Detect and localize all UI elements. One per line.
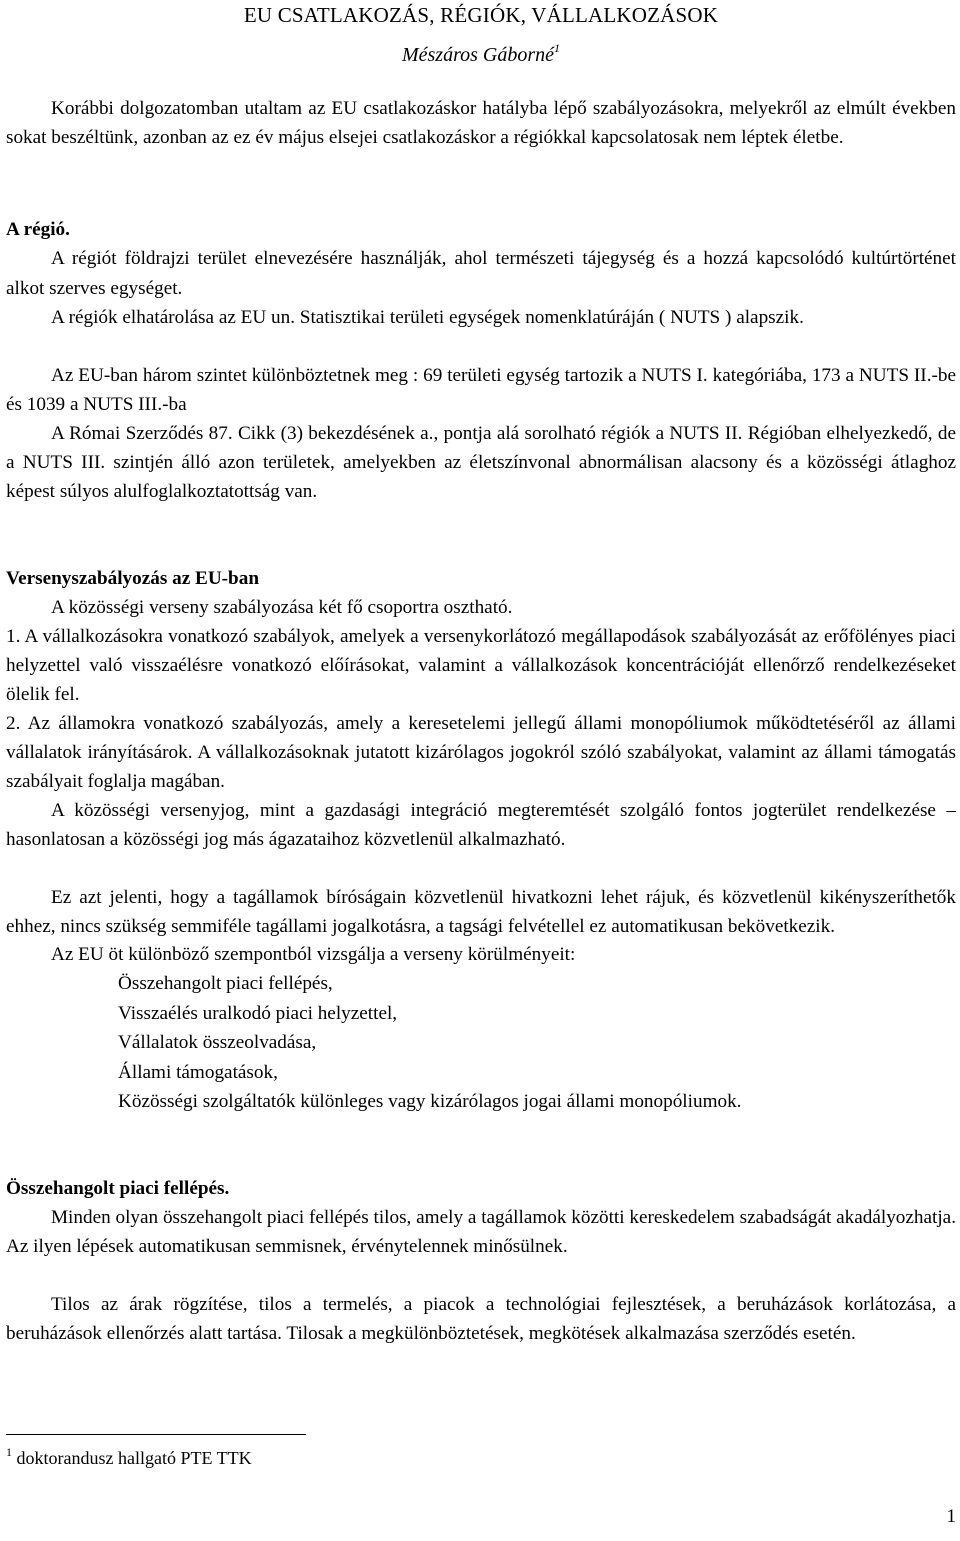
footnote-mark: 1 <box>6 1445 12 1459</box>
region-paragraph-1: A régiót földrajzi terület elnevezésére használják, ahol természeti tájegység és a hozzá kapcsolódó kultúrtörténet alkot szerves egységet. <box>6 248 956 299</box>
list-item: Visszaélés uralkodó piaci helyzettel, <box>118 1002 398 1024</box>
footnote-separator <box>6 1434 306 1435</box>
author-line <box>6 42 956 68</box>
competition-aspects-list <box>118 969 741 1117</box>
region-paragraph-2: A régiók elhatárolása az EU un. Statisztikai területi egységek nomenklatúráján ( NUTS ) alapszik. <box>51 307 804 328</box>
competition-paragraph-1: A közösségi verseny szabályozása két fő csoportra osztható. <box>51 597 513 618</box>
competition-heading: Versenyszabályozás az EU-ban <box>6 568 259 589</box>
author-footnote-mark: 1 <box>554 41 561 55</box>
list-item: Állami támogatások, <box>118 1061 278 1083</box>
competition-paragraph-3: 2. Az államokra vonatkozó szabályozás, amely a keresetelemi jellegű állami monopóliumok működtetéséről az állami vállalatok irányításárok. A vállalkozásoknak jutatott kizárólagos jogokról szóló szabályokat, valamint az állami támogatás szabályait foglalja magában. <box>6 713 956 792</box>
concerted-paragraph-2: Tilos az árak rögzítése, tilos a termelés, a piacok a technológiai fejlesztések, a beruházások korlátozása, a beruházások ellenőrzés alatt tartása. Tilosak a megkülönböztetések, megkötések alkalmazása szerződés esetén. <box>6 1294 956 1344</box>
concerted-heading: Összehangolt piaci fellépés. <box>6 1178 230 1199</box>
competition-paragraph-4: A közösségi versenyjog, mint a gazdasági integráció megteremtését szolgáló fontos jogterület rendelkezése – hasonlatosan a közösségi jog más ágazataihoz közvetlenül alkalmazható. <box>6 800 956 850</box>
page-number: 1 <box>946 1506 956 1527</box>
intro-paragraph: Korábbi dolgozatomban utaltam az EU csatlakozáskor hatályba lépő szabályozásokra, melyekről az elmúlt években sokat beszéltünk, azonban az ez év május elsejei csatlakozáskor a régiókkal kapcsolatosak nem léptek életbe. <box>6 98 956 148</box>
region-heading: A régió. <box>6 219 70 240</box>
concerted-paragraph-1: Minden olyan összehangolt piaci fellépés tilos, amely a tagállamok közötti kereskedelem szabadságát akadályozhatja. Az ilyen lépések automatikusan semmisnek, érvénytelennek minősülnek. <box>6 1207 956 1257</box>
footnote-text: doktorandusz hallgató PTE TTK <box>16 1448 252 1468</box>
competition-paragraph-6: Az EU öt különböző szempontból vizsgálja a verseny körülményeit: <box>51 944 576 965</box>
list-item: Vállalatok összeolvadása, <box>118 1032 317 1053</box>
region-paragraph-3: Az EU-ban három szintet különböztetnek meg : 69 területi egység tartozik a NUTS I. kategóriába, 173 a NUTS II.-be és 1039 a NUTS III.-ba <box>6 365 956 415</box>
document-page <box>6 0 956 1541</box>
footnote <box>6 1446 252 1470</box>
list-item: Közösségi szolgáltatók különleges vagy kizárólagos jogai állami monopóliumok. <box>118 1091 742 1112</box>
region-paragraph-4: A Római Szerződés 87. Cikk (3) bekezdésének a., pontja alá sorolható régiók a NUTS II. Régióban elhelyezkedő, de a NUTS III. szintjén álló azon területek, amelyekben az életszínvonal abnormálisan alacsony és a közösségi átlaghoz képest súlyos alulfoglalkoztatottság van. <box>6 423 956 502</box>
competition-paragraph-2: 1. A vállalkozásokra vonatkozó szabályok, amelyek a versenykorlátozó megállapodások szabályozását az erőfölényes piaci helyzettel való visszaélésre vonatkozó előírásokat, valamint a vállalkozások koncentrációját ellenőrző rendelkezéseket ölelik fel. <box>6 626 956 705</box>
list-item: Összehangolt piaci fellépés, <box>118 973 333 994</box>
document-title: EU CSATLAKOZÁS, RÉGIÓK, VÁLLALKOZÁSOK <box>243 3 719 27</box>
competition-paragraph-5: Ez azt jelenti, hogy a tagállamok bíróságain közvetlenül hivatkozni lehet rájuk, és közvetlenül kikényszeríthetők ehhez, nincs szükség semmiféle tagállami jogalkotásra, a tagsági felvétellel ez automatikusan bekövetkezik. <box>6 887 956 937</box>
author-name: Mészáros Gáborné <box>401 44 555 66</box>
